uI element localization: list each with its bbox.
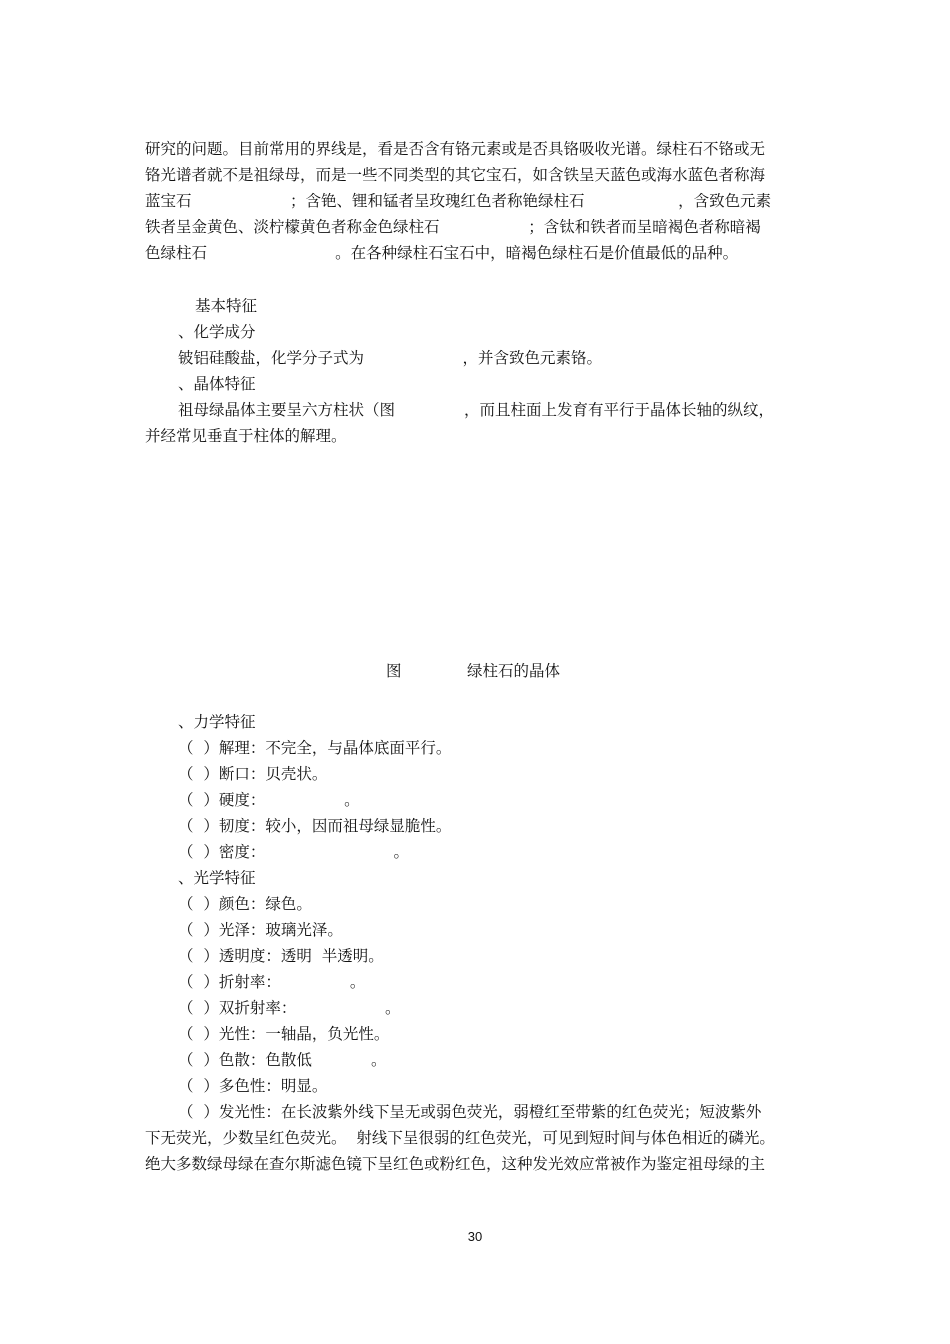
page-number: 30 (467, 1229, 483, 1244)
crystal-heading: 、晶体特征 (178, 375, 256, 393)
intro-line-1: 研究的问题。目前常用的界线是，看是否含有铬元素或是否具铬吸收光谱。绿柱石不铬或无 (145, 140, 766, 158)
chem-heading: 、化学成分 (178, 323, 256, 341)
mechanical-item: （ ）密度： 。 (178, 843, 409, 861)
fluorescence-line-2: 下无荧光，少数呈红色荧光。 射线下呈很弱的红色荧光，可见到短时间与体色相近的磷光。 (145, 1129, 775, 1147)
optical-item: （ ）透明度：透明 半透明。 (178, 947, 384, 965)
fluorescence-line-1: （ ）发光性：在长波紫外线下呈无或弱色荧光，弱橙红至带紫的红色荧光；短波紫外 (178, 1103, 762, 1121)
mechanical-heading: 、力学特征 (178, 713, 256, 731)
intro-line-4: 铁者呈金黄色、淡柠檬黄色者称金色绿柱石 ；含钛和铁者而呈暗褐色者称暗褐 (145, 218, 761, 236)
optical-heading: 、光学特征 (178, 869, 256, 887)
mechanical-item: （ ）硬度： 。 (178, 791, 360, 809)
figure-caption-label: 图 (386, 662, 402, 680)
optical-item: （ ）色散：色散低 。 (178, 1051, 387, 1069)
figure-caption-title: 绿柱石的晶体 (467, 662, 561, 680)
optical-item: （ ）光性：一轴晶，负光性。 (178, 1025, 390, 1043)
fluorescence-line-3: 绝大多数绿母绿在查尔斯滤色镜下呈红色或粉红色，这种发光效应常被作为鉴定祖母绿的主 (145, 1155, 766, 1173)
section-heading-basic: 基本特征 (195, 297, 258, 315)
chem-text: 铍铝硅酸盐，化学分子式为 ，并含致色元素铬。 (178, 349, 603, 367)
optical-item: （ ）颜色：绿色。 (178, 895, 312, 913)
optical-item: （ ）光泽：玻璃光泽。 (178, 921, 343, 939)
mechanical-item: （ ）解理：不完全，与晶体底面平行。 (178, 739, 452, 757)
optical-item: （ ）折射率： 。 (178, 973, 366, 991)
mechanical-item: （ ）韧度：较小，因而祖母绿显脆性。 (178, 817, 452, 835)
optical-item: （ ）双折射率： 。 (178, 999, 401, 1017)
optical-item: （ ）多色性：明显。 (178, 1077, 328, 1095)
crystal-text-1: 祖母绿晶体主要呈六方柱状（图 ，而且柱面上发育有平行于晶体长轴的纵纹， (178, 401, 774, 419)
intro-line-5: 色绿柱石 。在各种绿柱石宝石中，暗褐色绿柱石是价值最低的品种。 (145, 244, 739, 262)
crystal-text-2: 并经常见垂直于柱体的解理。 (145, 427, 347, 445)
mechanical-item: （ ）断口：贝壳状。 (178, 765, 328, 783)
intro-line-3: 蓝宝石 ；含铯、锂和锰者呈玫瑰红色者称铯绿柱石 ，含致色元素 (145, 192, 772, 210)
intro-line-2: 铬光谱者就不是祖绿母，而是一些不同类型的其它宝石，如含铁呈天蓝色或海水蓝色者称海 (145, 166, 766, 184)
